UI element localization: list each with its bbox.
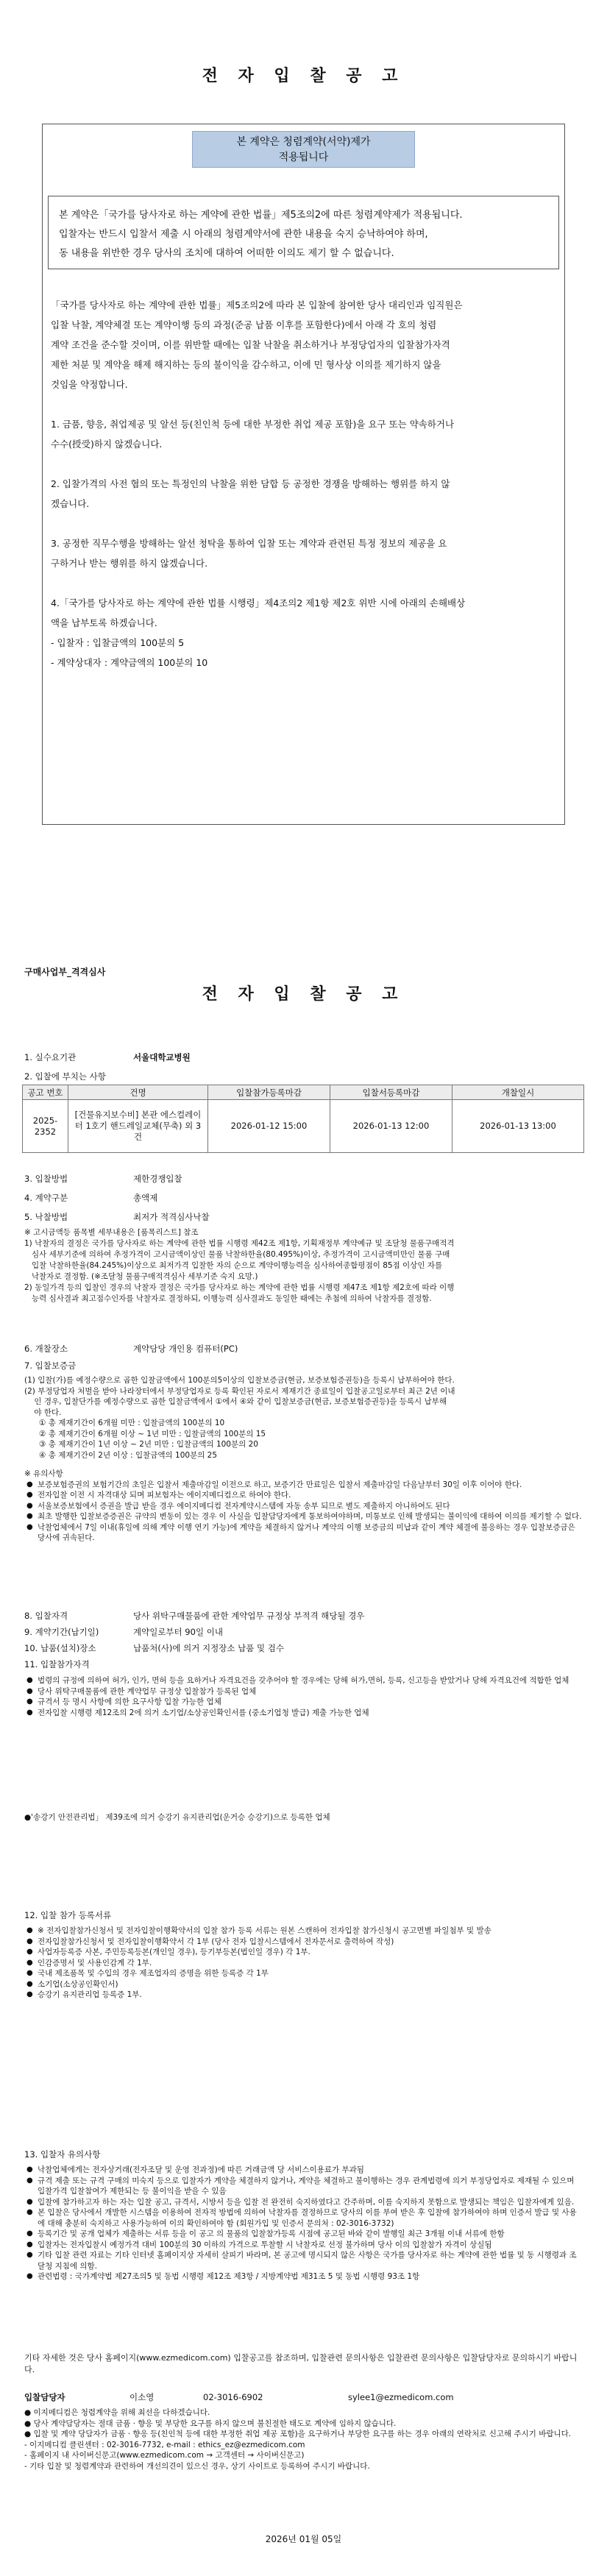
section-value: 당사 위탁구매물품에 관한 계약업무 규정상 부적격 해당될 경우: [133, 1611, 365, 1621]
notice1-title: 전 자 입 찰 공 고: [202, 67, 405, 85]
footer-notes: [24, 2408, 583, 2472]
section-registration-docs: [24, 1909, 583, 1921]
section-label: 8. 입찰자격: [24, 1611, 68, 1621]
section-value: 납품처(사)에 의거 지정장소 납품 및 검수: [133, 1643, 284, 1653]
notice-date: 2026년 01월 05일: [265, 2534, 342, 2544]
contract-clause-line: 계약 조건을 준수할 것이며, 이를 위반할 때에는 입찰 낙찰을 취소하거나 부정당업자의 입찰참가자격: [51, 339, 450, 350]
integrity-contract-banner: 본 계약은 청렴계약(서약)제가 적용됩니다: [192, 131, 415, 168]
section-bid-items: [24, 1071, 583, 1082]
section-contract-period: [24, 1626, 583, 1638]
list-item: ● 승강기 유지관리업 등록증 1부.: [24, 1990, 583, 2001]
list-item: ● ※ 전자입찰참가신청서 및 전자입찰이행확약서의 입찰 참가 등록 서류는 원본 스캔하여 전자입찰 참가신청시 공고면별 파일첨부 및 발송: [24, 1926, 583, 1937]
contract-clause-line: 제한 처분 및 계약을 해제 해지하는 등의 불이익을 감수하고, 이에 민 형사상 이의를 제기하지 않을: [51, 359, 441, 370]
section-demand-agency: [24, 1051, 583, 1063]
list-item: ● 규격서 등 명시 사항에 의한 요구사항 입찰 가능한 업체: [24, 1697, 583, 1708]
bid-bond-line: ② 총 제재기간이 6개월 이상 ~ 1년 미만 : 입찰금액의 100분의 15: [24, 1429, 266, 1438]
section-qualification: [24, 1610, 583, 1622]
section-contract-type: [24, 1192, 583, 1204]
list-item: ● 전자입찰참가신청서 및 전자입찰이행확약서 각 1부 (당사 전자 입찰시스템에서 전자문서로 출력하여 작성): [24, 1937, 583, 1948]
eligibility-list: [24, 1675, 583, 1718]
caution-list: [24, 1480, 583, 1544]
section-label: 1. 실수요기관: [24, 1052, 77, 1062]
opening-datetime: 2026-01-13 13:00: [452, 1100, 584, 1153]
contract-clause-line: 겠습니다.: [51, 498, 90, 509]
list-item: ● 관련법령 : 국가계약법 제27조의5 및 동법 시행령 제12조 제3항 / 지방계약법 제31조 5 및 동법 시행령 93조 1항: [24, 2271, 583, 2282]
bid-bond-lines: [24, 1375, 583, 1461]
registration-docs-wrap: [24, 1926, 583, 2001]
section-bid-method: [24, 1173, 583, 1185]
contract-clause-line: [51, 514, 555, 533]
award-note-line: 낙찰자로 결정함. (※조달청 물품구매적격심사 세부기준 숙지 요망.): [24, 1272, 258, 1281]
contract-clause-line: [51, 394, 555, 414]
section-label: 11. 입찰참가자격: [24, 1659, 90, 1670]
contract-clause-line: 4.「국가를 당사자로 하는 계약에 관한 법률 시행령」제4조의2 제1항 제2호 위반 시에 아래의 손해배상: [51, 597, 466, 608]
list-item: ● 인감증명서 및 사용인감계 각 1부.: [24, 1958, 583, 1969]
contract-clause-line: 것임을 약정합니다.: [51, 379, 128, 390]
section-label: 6. 개찰장소: [24, 1344, 68, 1354]
department-heading: 구매사업부_격격심사: [24, 967, 106, 977]
bid-deadline: 2026-01-13 12:00: [330, 1100, 452, 1153]
section-label: 2. 입찰에 부치는 사항: [24, 1071, 106, 1082]
award-note-line: 1) 낙찰자의 결정은 국가를 당사자로 하는 계약에 관한 법률 시행령 제42조 제1항, 기획재정부 계약예규 및 조달청 물품구매적격: [24, 1239, 455, 1248]
section-label: 5. 낙찰방법: [24, 1212, 68, 1222]
list-item: ● 규격 제출 또는 규격 구매의 미숙지 등으로 입찰자가 계약을 체결하지 않거나, 계약을 체결하고 불이행하는 경우 관계법령에 의거 부정당업자로 제재될 수 있으며 입찰가격 입찰참여가 제한되는 등 불이익을 받을 수 있음: [24, 2176, 583, 2197]
section-value: 제한경쟁입찰: [133, 1174, 182, 1184]
registration-deadline: 2026-01-12 15:00: [208, 1100, 330, 1153]
footer-note-line: - 홈페이지 내 사이버신문고(www.ezmedicom.com → 고객센터 → 사이버신문고): [24, 2451, 305, 2460]
table-header-row: [23, 1085, 584, 1100]
section-bid-bond: [24, 1360, 583, 1372]
contract-clause-line: 입찰 낙찰, 계약체결 또는 계약이행 등의 과정(준공 납품 이후를 포함한다)에서 아래 각 호의 청렴: [51, 319, 437, 330]
section-value: 서울대학교병원: [133, 1052, 191, 1062]
section-label: 7. 입찰보증금: [24, 1360, 77, 1371]
contract-clause-line: - 입찰자 : 입찰금액의 100분의 5: [51, 637, 185, 648]
section-opening-place: [24, 1343, 583, 1355]
bid-bond-line: (2) 부정당업자 처벌을 받아 나라장터에서 부정당업자로 등록 확인된 자로서 제재기간 종료일이 입찰공고일로부터 최근 2년 이내: [24, 1386, 455, 1396]
contact-role: 입찰담당자: [24, 2392, 65, 2402]
contract-clause-line: 3. 공정한 직무수행을 방해하는 알선 청탁을 통하여 입찰 또는 계약과 관련된 특정 정보의 제공을 요: [51, 538, 447, 549]
list-item: ● 서울보증보험에서 증권을 발급 받을 경우 에이지메디컴 전자계약시스템에 자동 송부 되므로 별도 제출하지 아니하여도 된다: [24, 1501, 583, 1512]
notice2-title: 전 자 입 찰 공 고: [202, 985, 405, 1004]
section-label: 10. 납품(설치)장소: [24, 1643, 96, 1653]
bid-bond-line: 야 한다.: [24, 1408, 62, 1417]
footer-note-line: ● 당사 계약담당자는 절대 금품 · 향응 및 부당한 요구를 하지 않으며 불친절한 태도로 계약에 임하지 않습니다.: [24, 2419, 397, 2428]
table-header: 개찰일시: [452, 1085, 584, 1100]
integrity-notice-line: 동 내용을 위반한 경우 당사의 조치에 대하여 어떠한 이의도 제기 할 수 없습니다.: [59, 248, 394, 259]
table-header: 입찰서등록마감: [330, 1085, 452, 1100]
contract-clause-line: 수수(授受)하지 않겠습니다.: [51, 439, 163, 450]
contract-clause-line: 「국가를 당사자로 하는 계약에 관한 법률」제5조의2에 따라 본 입찰에 참여한 당사 대리인과 임직원은: [51, 299, 463, 311]
table-header: 건명: [68, 1085, 208, 1100]
bid-bond-line: ③ 총 제재기간이 1년 이상 ~ 2년 미만 : 입찰금액의 100분의 20: [24, 1440, 258, 1449]
award-method-notes: [24, 1227, 583, 1305]
list-item: ● 낙찰업체에게는 전자상거래(전자조달 및 운영 전과정)에 따른 거래금액 당 서비스이용료가 부과됨: [24, 2165, 583, 2176]
section-label: 4. 계약구분: [24, 1193, 68, 1203]
list-item: ● 전자입찰 시행령 제12조의 2에 의거 소기업/소상공인확인서를 (중소기업청 발급) 제출 가능한 업체: [24, 1708, 583, 1719]
section-delivery-place: [24, 1642, 583, 1654]
bid-bond-line: 인 경우, 입찰단가를 예정수량으로 곱한 입찰금액에서 ①에서 ④와 같이 입찰보증금(현금, 보증보험증권등)을 등록시 납부해: [24, 1397, 447, 1406]
footer-note-line: ● 입찰 및 계약 당담자가 금품 · 향응 등(친인척 등에 대한 부정한 취업 제공 포함)을 요구하거나 부당한 요구를 하는 경우 아래의 연락처로 신고해 주시기 바랍니다.: [24, 2430, 572, 2438]
contract-clause-line: [51, 454, 555, 474]
list-item: ● 전자입찰 이전 시 자격대상 되며 피보험자는 에이지메디컴으로 하여야 한다.: [24, 1490, 583, 1501]
section-label: 9. 계약기간(납기일): [24, 1627, 99, 1637]
list-item: ● 국내 제조품목 및 수입의 경우 제조업자의 증명을 위한 등록증 각 1부: [24, 1968, 583, 1979]
bidder-cautions-list: [24, 2165, 583, 2282]
contact-phone: 02-3016-6902: [203, 2392, 263, 2402]
award-note-line: 심사 세부기준에 의하여 추정가격이 고시금액이상인 물품 낙찰하한율(80.495%)이상, 추정가격이 고시금액미만인 물품 구매: [24, 1250, 450, 1259]
list-item: ● 입찰자는 전자입찰시 예정가격 대비 100분의 30 이하의 가격으로 투찰할 시 낙찰자로 선정 불가하며 당사 이의 입찰참가 자격이 상실됨: [24, 2240, 583, 2251]
list-item: ● 본 입찰은 당사에서 개발한 시스템을 이용하여 전자적 방법에 의하여 낙찰자를 결정하므로 당사의 이를 부여 받은 후 입찰에 참가하여야 하며 인증서 발급 및 사용에 대해 충분히 숙지하고 사용가능하여 이의 확인하여야 함 (회원가입 및 인증서 문의처 : 02-3016-3732): [24, 2207, 583, 2229]
integrity-contract-text: [51, 295, 555, 673]
eligibility-note: ●'송강기 안전관리법」 제39조에 의거 승강기 유지관리업(운거승 승강기)으로 등록한 업체: [24, 1813, 330, 1822]
award-note-line: ※ 고시금액등 품목별 세부내용은 [품목리스트] 참조: [24, 1228, 199, 1237]
list-item: ● 사업자등록증 사본, 주민등록등본(개인일 경우), 등기부등본(법인일 경우) 각 1부.: [24, 1947, 583, 1958]
section-label: 12. 입찰 참가 등록서류: [24, 1910, 112, 1920]
caution-section: [24, 1469, 583, 1544]
list-item: ● 보증보험증권의 보험기간의 초일은 입찰서 제출마감일 이전으로 하고, 보증기간 만료일은 입찰서 제출마감일 다음날부터 30일 이후 이어야 한다.: [24, 1480, 583, 1491]
section-label: 13. 입찰자 유의사항: [24, 2149, 101, 2160]
caution-title: ※ 유의사항: [24, 1469, 63, 1478]
section-value: 계약담당 개인용 컴퓨터(PC): [133, 1344, 238, 1354]
list-item: ● 법령의 규정에 의하여 허가, 인가, 면허 등을 요하거나 자격요건을 갖추어야 할 경우에는 당해 허가,면허, 등록, 신고등을 받았거나 당해 자격요건에 적합한 업체: [24, 1675, 583, 1686]
award-note-line: 입찰 낙찰하한율(84.245%)이상으로 최저가격 입찰한 자의 순으로 계약이행능력을 심사하여종합평점이 85점 이상인 자를: [24, 1261, 443, 1270]
integrity-notice-box: [48, 196, 559, 269]
award-note-line: 능력 심사결과 최고점수인자를 낙찰자로 결정하되, 이행능력 심사결과도 동일한 때에는 추첨에 의하여 낙찰자를 결정함.: [24, 1294, 432, 1303]
table-header: 입찰참가등록마감: [208, 1085, 330, 1100]
list-item: ● 최초 발행한 입찰보증증권은 규약의 변동이 있는 경우 이 사실을 입찰담당자에게 통보하여야하며, 미통보로 인해 발생되는 불이익에 대하여 이의를 제기할 수 없다.: [24, 1511, 583, 1522]
table-row: [23, 1100, 584, 1153]
contract-clause-line: 구하거나 받는 행위를 하지 않겠습니다.: [51, 558, 208, 569]
notice-number: 2025-2352: [23, 1100, 68, 1153]
integrity-notice-line: 입찰자는 반드시 입찰서 제출 시 아래의 청렴계약서에 관한 내용을 숙지 승낙하여야 하며,: [59, 229, 428, 240]
footer-note-line: ● 이지메디컴은 청렴계약을 위해 최선을 다하겠습니다.: [24, 2408, 210, 2417]
list-item: ● 낙찰업체에서 7일 이내(휴일에 의해 계약 이행 연기 가능)에 계약을 체결하지 않거나 계약의 이행 보증금의 미납과 같이 계약 체결에 불응하는 경우 입찰보증금은 당사에 귀속된다.: [24, 1522, 583, 1544]
integrity-notice-line: 본 계약은「국가를 당사자로 하는 계약에 관한 법률」제5조의2에 따른 청렴계약제가 적용됩니다.: [59, 210, 463, 221]
table-header: 공고 번호: [23, 1085, 68, 1100]
list-item: ● 등록기간 및 공개 업체가 제출하는 서류 등을 이 공고 의 물품의 입찰참가등록 시점에 공고된 바와 같이 발행일 최근 3개월 이내 서류에 한함: [24, 2229, 583, 2240]
award-note-line: 2) 동일가격 등의 입찰인 경우의 낙찰자 결정은 국가를 당사자로 하는 계약에 관한 법률 시행령 제47조 제1항 제2호에 따라 이행: [24, 1283, 455, 1292]
contact-email[interactable]: sylee1@ezmedicom.com: [348, 2392, 454, 2402]
contract-clause-line: - 계약상대자 : 계약금액의 100분의 10: [51, 657, 208, 668]
contract-clause-line: 1. 금품, 향응, 취업제공 및 알선 등(친인척 등에 대한 부정한 취업 제공 포함)을 요구 또는 약속하거나: [51, 419, 455, 430]
eligibility-list-wrap: [24, 1675, 583, 1718]
section-bidder-cautions: [24, 2149, 583, 2160]
section-value: 총액제: [133, 1193, 158, 1203]
section-label: 3. 입찰방법: [24, 1174, 68, 1184]
footer-note-line: - 이지메디컴 클린센터 : 02-3016-7732, e-mail : ethics_ez@ezmedicom.com: [24, 2440, 305, 2449]
section-value: 최저가 적격심사낙찰: [133, 1212, 210, 1222]
section-value: 계약일로부터 90일 이내: [133, 1627, 223, 1637]
bid-bond-line: ④ 총 제재기간이 2년 이상 : 입찰금액의 100분의 25: [24, 1450, 218, 1460]
item-name: [건물유지보수비] 본관 에스컬레이터 1호기 핸드레일교체(무축) 외 3건: [68, 1100, 208, 1153]
section-eligibility: [24, 1658, 583, 1670]
contact-name: 이소영: [129, 2392, 155, 2402]
footer-note-line: - 기타 입찰 및 청렴계약과 관련하여 개선의견이 있으신 경우, 상기 사이트로 등록하여 주시기 바랍니다.: [24, 2461, 370, 2471]
list-item: ● 소기업(소상공인확인서): [24, 1979, 583, 1990]
footer-reference-text: 기타 자세한 것은 당사 홈페이지(www.ezmedicom.com) 입찰공고를 참조하며, 입찰관련 문의사항은 입찰관련 문의사항은 입찰담당자로 문의하시기 바랍니다.: [24, 2353, 578, 2374]
contract-clause-line: 2. 입찰가격의 사전 협의 또는 특정인의 낙찰을 위한 담합 등 공정한 경쟁을 방해하는 행위를 하지 않: [51, 478, 450, 489]
contact-row: [24, 2391, 583, 2403]
list-item: ● 입찰에 참가하고자 하는 자는 입찰 공고, 규격서, 시방서 등을 입찰 전 완전히 숙지하였다고 간주하며, 이를 숙지하지 못함으로 발생되는 책임은 입찰자에게 있음.: [24, 2197, 583, 2208]
list-item: ● 당사 위탁구매물품에 관한 계약업무 규정상 입찰참가 등록된 업체: [24, 1686, 583, 1697]
list-item: ● 기타 입찰 관련 자료는 기타 인터넷 홈페이지상 자세히 살피기 바라며, 본 공고에 명시되지 않은 사항은 국가를 당사자로 하는 계약에 관한 법률 및 동 시행령과 조달청 지침에 의함.: [24, 2250, 583, 2271]
bid-bond-line: ① 총 제재기간이 6개월 미만 : 입찰금액의 100분의 10: [24, 1419, 225, 1427]
registration-docs-list: [24, 1926, 583, 2001]
contract-clause-line: [51, 573, 555, 593]
bid-schedule-table: [22, 1085, 584, 1153]
section-award-method: [24, 1211, 583, 1223]
bid-bond-line: (1) 입찰(가)를 예정수량으로 곱한 입찰금액에서 100분의5이상의 입찰보증금(현금, 보증보험증권등)을 등록시 납부하여야 한다.: [24, 1376, 455, 1385]
contract-clause-line: 액을 납부토록 하겠습니다.: [51, 617, 157, 628]
bidder-cautions-wrap: [24, 2165, 583, 2282]
